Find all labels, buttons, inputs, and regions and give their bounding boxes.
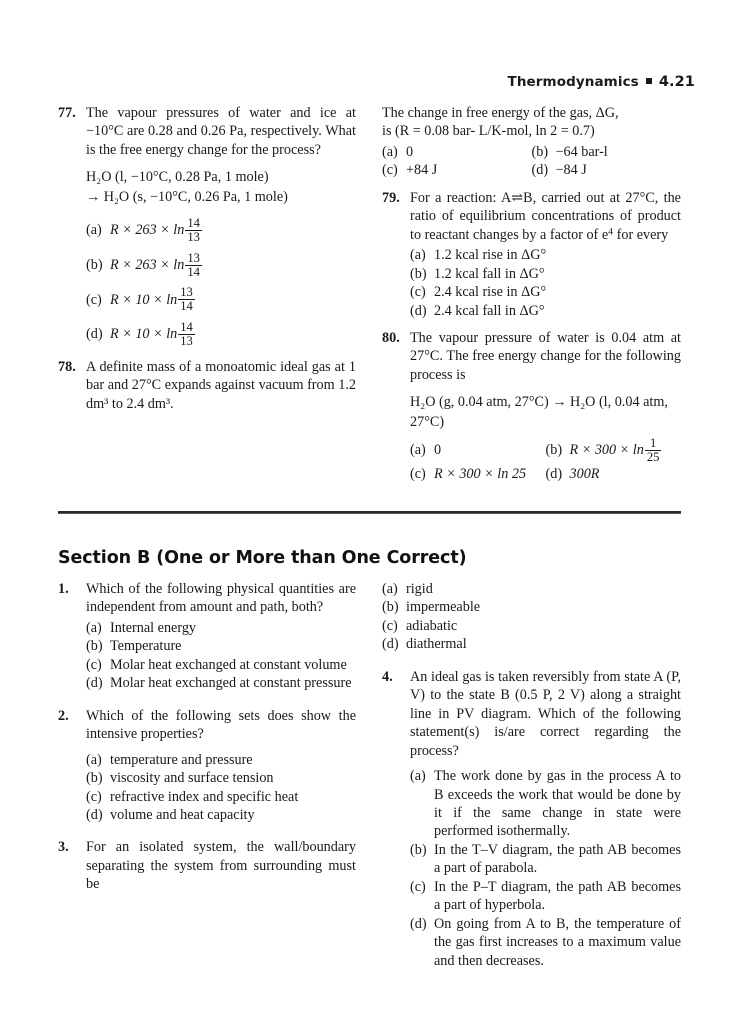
section-a-left-column <box>58 104 356 492</box>
option-text: In the T–V diagram, the path AB becomes a part of parabola. <box>434 841 681 877</box>
option-c[interactable] <box>86 287 356 315</box>
option-b[interactable] <box>86 769 356 787</box>
question-options <box>86 751 356 825</box>
option-d[interactable] <box>546 465 682 483</box>
option-label: (b) <box>86 256 103 273</box>
option-a[interactable] <box>86 619 356 637</box>
option-label: (b) <box>86 638 103 655</box>
section-a-columns <box>58 104 681 492</box>
option-c[interactable] <box>410 878 681 915</box>
fraction-numerator: 14 <box>180 319 193 334</box>
option-b[interactable] <box>86 637 356 655</box>
running-header <box>508 74 695 90</box>
option-text: +84 J <box>406 162 438 179</box>
question-78 <box>58 358 356 413</box>
option-label: (c) <box>86 291 102 308</box>
option-a[interactable] <box>410 437 546 465</box>
question-stem: Which of the following physical quantities are independent from amount and path, both? <box>86 581 356 616</box>
option-text: volume and heat capacity <box>110 806 255 823</box>
option-expression: R × 300 × ln <box>569 442 644 459</box>
option-d[interactable] <box>410 915 681 970</box>
question-number: 80. <box>382 329 400 346</box>
option-label: (d) <box>382 636 399 653</box>
option-c[interactable] <box>382 161 532 179</box>
question-equation-line-1: H₂O (l, −10°C, 0.28 Pa, 1 mole) <box>86 169 269 186</box>
question-stem: A definite mass of a monoatomic ideal gas at 1 bar and 27°C expands against vacuum from 1.2 dm³ to 2.4 dm³. <box>86 359 356 412</box>
question-stem-part-1: For a reaction: A <box>410 189 512 206</box>
option-text: 1.2 kcal rise in ΔG° <box>434 247 547 264</box>
question-body <box>86 104 356 349</box>
option-label: (d) <box>86 326 103 343</box>
section-b-columns <box>58 580 681 979</box>
option-text <box>110 321 356 349</box>
option-text: 2.4 kcal rise in ΔG° <box>434 284 547 301</box>
fraction-denominator: 25 <box>646 449 660 464</box>
option-text <box>110 217 356 245</box>
fraction-numerator: 1 <box>649 435 657 450</box>
question-options <box>382 143 681 180</box>
question-options <box>86 619 356 693</box>
question-body <box>410 189 681 320</box>
page-number: 4.21 <box>658 74 695 90</box>
section-b-right-column <box>382 580 681 979</box>
option-label: (b) <box>410 265 427 282</box>
question-equation-line-2: → H₂O (s, −10°C, 0.26 Pa, 1 mole) <box>86 188 288 205</box>
option-b[interactable] <box>546 437 682 465</box>
chapter-title: Thermodynamics <box>507 74 639 90</box>
option-text: temperature and pressure <box>110 751 253 768</box>
option-label: (d) <box>410 302 427 319</box>
question-body <box>86 358 356 413</box>
question-78-continuation <box>382 104 681 180</box>
option-text: −84 J <box>555 162 587 179</box>
question-stem-cont-line-1: The change in free energy of the gas, ΔG, <box>382 105 619 121</box>
question-options <box>382 580 681 654</box>
question-b2 <box>58 707 356 825</box>
fraction <box>645 437 662 464</box>
option-text: adiabatic <box>406 617 458 634</box>
question-b3 <box>58 838 356 893</box>
option-text: Molar heat exchanged at constant pressure <box>110 675 352 692</box>
question-options <box>410 767 681 970</box>
fraction-numerator: 14 <box>187 215 200 230</box>
question-body <box>86 707 356 825</box>
section-b-left-column <box>58 580 356 979</box>
option-text: On going from A to B, the temperature of the gas first increases to a maximum value and then decreases. <box>434 915 681 969</box>
option-text: 0 <box>434 442 442 459</box>
option-label: (d) <box>410 915 427 932</box>
question-stem: The vapour pressures of water and ice at −10°C are 0.28 and 0.26 Pa, respectively. What is the free energy change for the process? <box>86 105 356 158</box>
question-number: 79. <box>382 189 400 206</box>
option-b[interactable] <box>410 265 681 283</box>
question-stem: An ideal gas is taken reversibly from state A (P, V) to the state B (0.5 P, 2 V) along a straight line in PV diagram. Which of the following statement(s) is/are correct regarding the process? <box>410 668 681 759</box>
question-equation-line-1: H₂O (g, 0.04 atm, 27°C) → H₂O (l, 0.04 atm, <box>410 394 668 411</box>
option-a[interactable] <box>382 580 681 598</box>
question-number: 2. <box>58 707 69 724</box>
option-label: (b) <box>531 143 549 160</box>
option-text: 0 <box>406 143 414 160</box>
option-expression: R × 10 × ln <box>110 291 178 308</box>
question-body <box>410 668 681 970</box>
option-text: rigid <box>406 581 433 597</box>
option-label: (c) <box>382 162 398 179</box>
option-text: R × 300 × ln 25 <box>434 465 527 482</box>
question-b4 <box>382 668 681 970</box>
question-number: 1. <box>58 581 69 597</box>
question-body <box>382 580 681 654</box>
option-label: (c) <box>382 617 398 634</box>
option-label: (d) <box>86 806 103 823</box>
fraction-numerator: 13 <box>187 250 200 265</box>
fraction-denominator: 14 <box>187 264 200 279</box>
option-row-ab <box>382 143 681 161</box>
option-c[interactable] <box>410 465 546 483</box>
question-number: 3. <box>58 839 69 856</box>
question-body <box>382 104 681 180</box>
option-label: (a) <box>382 581 398 597</box>
option-b[interactable] <box>532 143 682 161</box>
option-label: (b) <box>410 841 427 858</box>
option-label: (a) <box>410 768 426 785</box>
option-label: (a) <box>410 247 426 264</box>
option-label: (d) <box>86 675 103 692</box>
option-text: Internal energy <box>110 619 197 636</box>
option-text: viscosity and surface tension <box>110 770 274 787</box>
option-text: 300R <box>569 465 600 482</box>
option-text: 1.2 kcal fall in ΔG° <box>434 265 545 282</box>
question-b1 <box>58 580 356 693</box>
option-c[interactable] <box>86 656 356 674</box>
option-text: diathermal <box>406 636 467 653</box>
fraction <box>185 252 202 279</box>
option-c[interactable] <box>410 283 681 301</box>
question-80 <box>382 329 681 483</box>
option-row-ab <box>410 437 681 465</box>
option-a[interactable] <box>410 246 681 264</box>
question-number: 78. <box>58 359 76 376</box>
section-divider <box>58 511 681 514</box>
fraction <box>185 217 202 244</box>
option-expression: R × 263 × ln <box>110 222 185 239</box>
option-b[interactable] <box>410 841 681 878</box>
option-label: (a) <box>86 619 102 636</box>
option-label: (b) <box>86 770 103 787</box>
option-row-cd <box>382 161 681 179</box>
question-options <box>86 217 356 349</box>
option-d[interactable] <box>410 302 681 320</box>
question-options <box>410 437 681 483</box>
equilibrium-arrow-icon: ⇌ <box>511 189 524 206</box>
option-label: (c) <box>86 656 102 673</box>
option-label: (d) <box>531 162 549 179</box>
question-options <box>410 246 681 320</box>
option-label: (d) <box>545 465 563 482</box>
option-label: (c) <box>410 465 426 482</box>
option-d[interactable] <box>86 674 356 692</box>
question-stem-part-3: for every <box>613 226 669 243</box>
fraction-denominator: 13 <box>187 230 200 244</box>
option-label: (c) <box>410 878 426 895</box>
question-body <box>410 329 681 483</box>
header-square-bullet-icon <box>646 78 652 84</box>
option-label: (c) <box>410 284 426 301</box>
option-text: Molar heat exchanged at constant volume <box>110 656 347 673</box>
option-label: (c) <box>86 788 102 805</box>
option-expression: R × 263 × ln <box>110 256 185 273</box>
option-label: (a) <box>410 442 426 459</box>
option-text: In the P–T diagram, the path AB becomes a part of hyperbola. <box>434 878 681 914</box>
option-a[interactable] <box>382 143 532 161</box>
option-label: (b) <box>545 442 563 459</box>
option-d[interactable] <box>532 161 682 179</box>
question-stem <box>410 189 681 244</box>
question-stem: For an isolated system, the wall/boundary separating the system from surrounding must be <box>86 839 356 893</box>
option-text: refractive index and specific heat <box>110 788 299 805</box>
section-a-right-column <box>382 104 681 492</box>
question-number: 4. <box>382 668 393 685</box>
question-stem-part-2: B, carried out at 27°C, the ratio of equilibrium concentrations of product to reactant changes by a factor of e <box>410 189 681 243</box>
option-d[interactable] <box>86 321 356 349</box>
option-b[interactable] <box>86 252 356 280</box>
question-equation-line-2: 27°C) <box>410 413 445 430</box>
question-79 <box>382 189 681 320</box>
question-stem: Which of the following sets does show the intensive properties? <box>86 707 356 743</box>
section-b-heading: Section B (One or More than One Correct) <box>58 548 467 568</box>
question-stem-cont-line-2: is (R = 0.08 bar- L/K-mol, ln 2 = 0.7) <box>382 123 595 140</box>
option-label: (a) <box>86 222 102 239</box>
fraction-denominator: 14 <box>180 299 193 314</box>
option-c[interactable] <box>86 788 356 806</box>
option-b[interactable] <box>382 598 681 616</box>
question-body <box>86 838 356 893</box>
question-stem-superscript: 4 <box>608 226 614 238</box>
question-77 <box>58 104 356 349</box>
question-stem: The vapour pressure of water is 0.04 atm at 27°C. The free energy change for the following process is <box>410 329 681 383</box>
option-label: (a) <box>86 751 102 768</box>
option-text <box>570 437 663 465</box>
fraction <box>178 286 195 313</box>
option-text: impermeable <box>406 599 481 616</box>
option-text: −64 bar-l <box>555 143 608 160</box>
option-text <box>110 252 356 280</box>
option-row-cd <box>410 465 681 483</box>
option-a[interactable] <box>86 751 356 769</box>
option-d[interactable] <box>382 635 681 653</box>
fraction <box>178 321 195 348</box>
option-text: Temperature <box>110 638 182 655</box>
option-text <box>110 287 356 315</box>
option-label: (b) <box>382 599 399 616</box>
option-d[interactable] <box>86 806 356 824</box>
fraction-denominator: 13 <box>180 334 193 349</box>
fraction-numerator: 13 <box>180 285 193 300</box>
option-a[interactable] <box>410 767 681 841</box>
question-b3-options <box>382 580 681 654</box>
question-body <box>86 580 356 693</box>
option-expression: R × 10 × ln <box>110 326 178 343</box>
option-text: 2.4 kcal fall in ΔG° <box>434 302 545 319</box>
option-text: The work done by gas in the process A to B exceeds the work that would be done by it if the same change in state were performed isothermally. <box>434 768 681 840</box>
option-a[interactable] <box>86 217 356 245</box>
option-c[interactable] <box>382 617 681 635</box>
option-label: (a) <box>382 143 398 160</box>
question-number: 77. <box>58 105 76 121</box>
